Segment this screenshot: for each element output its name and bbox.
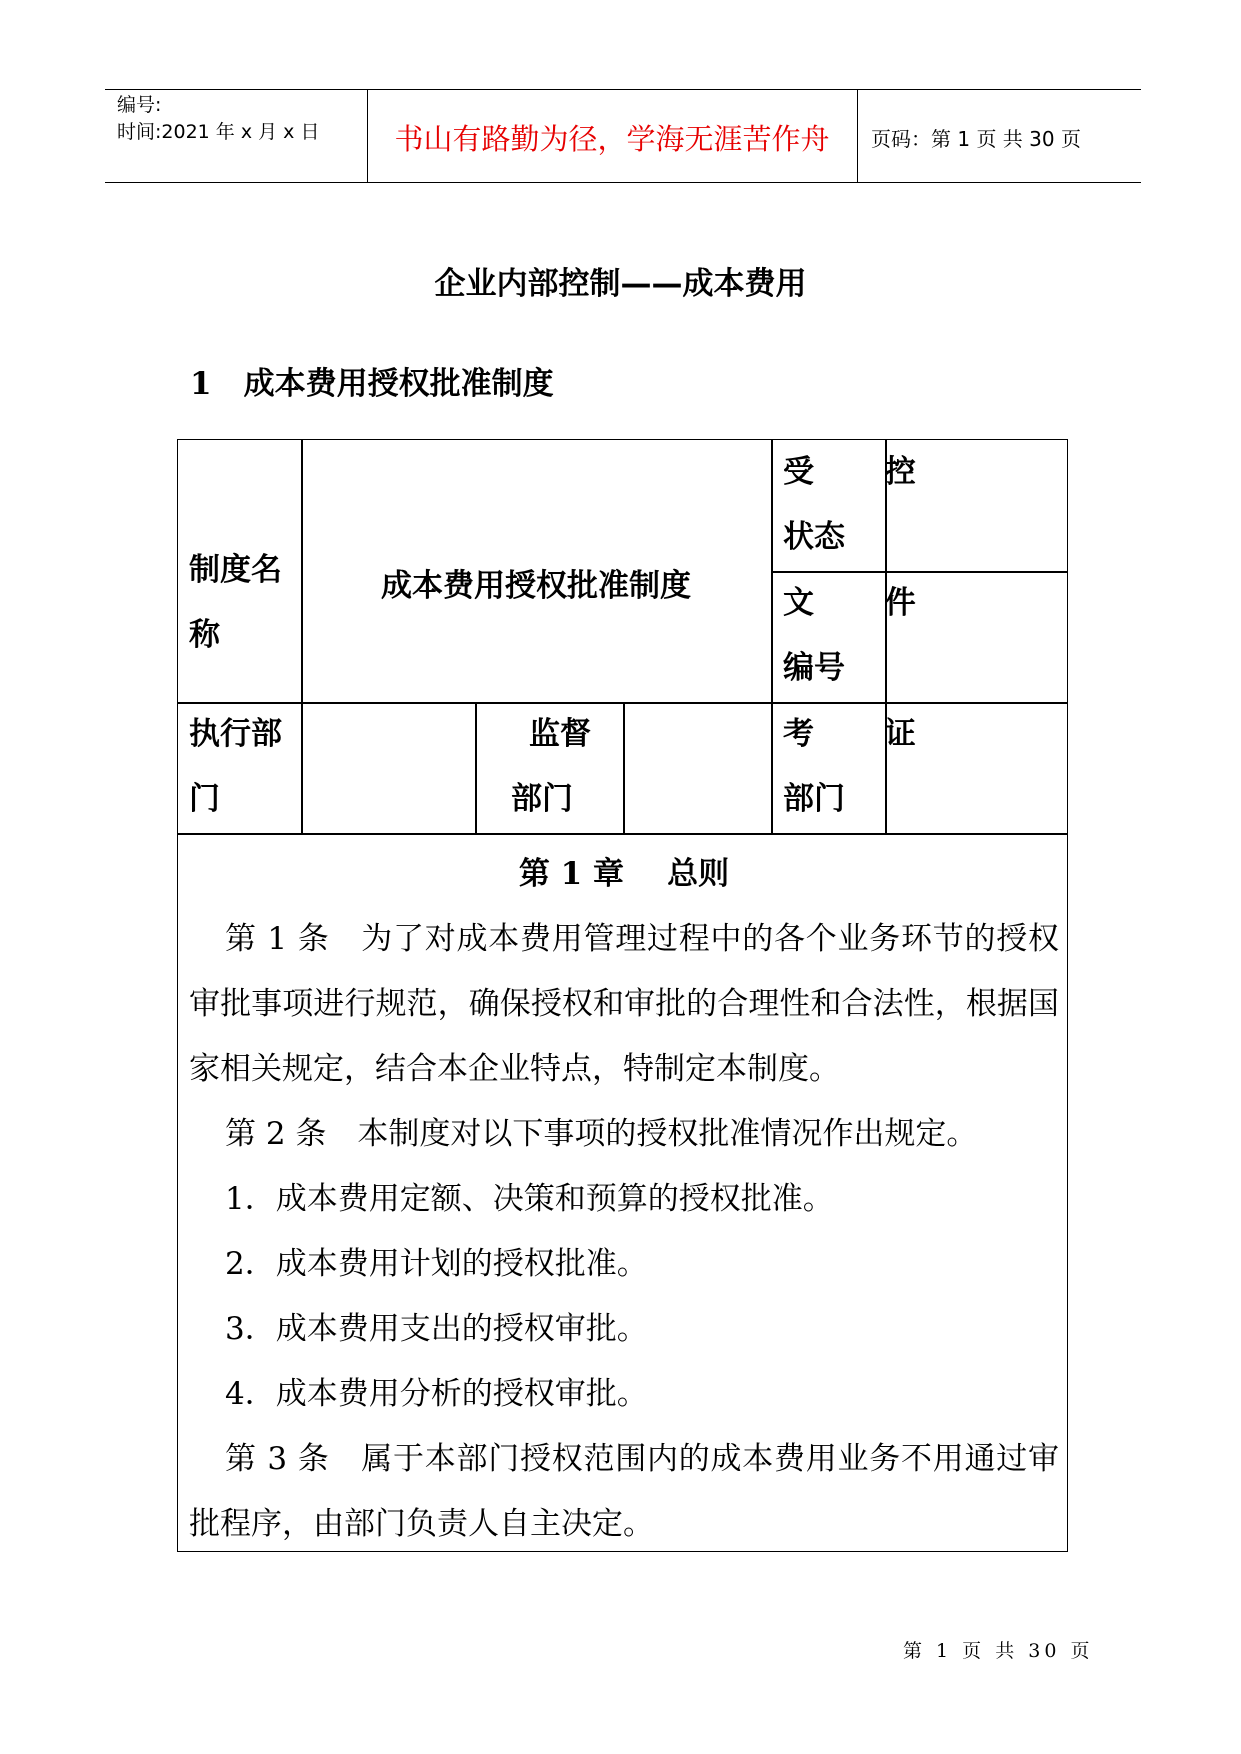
section-number: 1	[190, 366, 212, 402]
time-label: 时间:2021 年 x 月 x 日	[117, 121, 320, 143]
document-title: 企业内部控制——成本费用	[434, 266, 807, 302]
table-line	[178, 833, 1067, 835]
exec-dept-label: 执行部 门	[189, 716, 282, 817]
page-footer: 第 1 页 共 30 页	[903, 1640, 1094, 1662]
table-line	[771, 440, 773, 833]
list-item: 1．成本费用定额、决策和预算的授权批准。	[225, 1181, 834, 1217]
chapter-number: 第 1 章	[518, 856, 624, 892]
list-item: 2．成本费用计划的授权批准。	[225, 1246, 648, 1282]
control-status-label: 受 控 状态	[783, 454, 946, 555]
header-divider	[857, 90, 858, 182]
chapter-heading	[189, 842, 1059, 907]
supervise-dept-label: 监督 部门	[511, 716, 591, 817]
regulation-table	[177, 439, 1068, 1552]
regulation-body	[189, 842, 1059, 1557]
header-motto: 书山有路勤为径，学海无涯苦作舟	[394, 121, 830, 156]
number-label: 编号:	[117, 94, 162, 116]
article-3: 第 3 条 属于本部门授权范围内的成本费用业务不用通过审批程序，由部门负责人自主决定。	[189, 1441, 1059, 1542]
table-line	[475, 702, 477, 833]
chapter-title: 总则	[667, 856, 730, 892]
audit-dept-label: 考 证 部门	[783, 716, 946, 817]
article-2: 第 2 条 本制度对以下事项的授权批准情况作出规定。	[225, 1116, 978, 1152]
article-1: 第 1 条 为了对成本费用管理过程中的各个业务环节的授权审批事项进行规范，确保授权和审批的合理性和合法性，根据国家相关规定，结合本企业特点，特制定本制度。	[189, 921, 1059, 1087]
file-number-label: 文 件 编号	[783, 585, 946, 686]
header-meta	[117, 92, 319, 146]
name-label: 制度名 称	[189, 552, 282, 653]
page-header	[105, 89, 1141, 183]
section-heading	[190, 358, 554, 403]
list-item: 4．成本费用分析的授权审批。	[225, 1376, 648, 1412]
list-item: 3．成本费用支出的授权审批。	[225, 1311, 648, 1347]
table-line	[301, 440, 303, 833]
regulation-name-value: 成本费用授权批准制度	[381, 568, 691, 604]
section-title: 成本费用授权批准制度	[243, 366, 554, 402]
header-page-label: 页码：第 1 页 共 30 页	[871, 126, 1081, 151]
table-line	[623, 702, 625, 833]
